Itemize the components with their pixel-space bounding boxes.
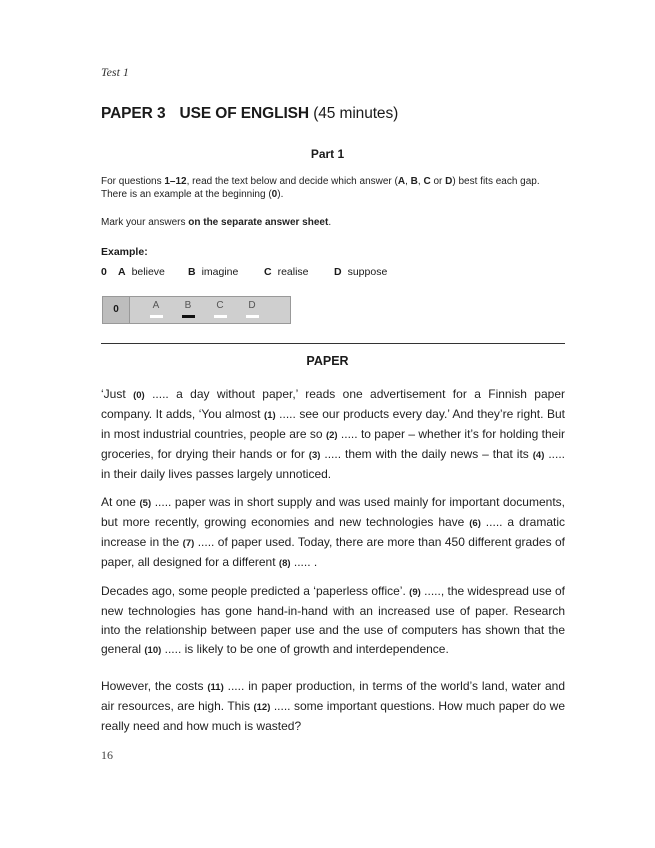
answer-box-letter-a: A [152, 300, 160, 311]
example-number: 0 [101, 266, 107, 278]
example-option-d: D suppose [334, 266, 388, 278]
answer-box-letter-d: D [248, 300, 256, 311]
paper-number: PAPER 3 [101, 105, 166, 122]
passage-paragraph-4: However, the costs (11) ..... in paper production, in terms of the world’s land, water and air resources, are high. This (12) ..... some important questions. How much paper do we really need and how much is wasted? [101, 679, 565, 733]
part-title: Part 1 [310, 147, 345, 161]
answer-box-mark-b [182, 315, 195, 318]
test-label: Test 1 [101, 65, 129, 79]
section-divider [101, 343, 565, 344]
instructions-text: For questions 1–12, read the text below and decide which answer (A, B, C or D) best fits each gap. There is an example at the beginning (0). [101, 176, 540, 200]
example-option-c: C realise [264, 266, 309, 278]
passage-paragraph-1: ‘Just (0) ..... a day without paper,’ reads one advertisement for a Finnish paper company. It adds, ‘You almost (1) ..... see our products every day.’ And they’re right. But in most industrial countries, people are so (2) ..... to paper – whether it’s for holding their groceries, for drying their hands or for (3) ..... them with the daily news – that its (4) ..... in their daily lives passes largely unnoticed. [101, 387, 566, 481]
passage-title: PAPER [306, 354, 349, 368]
mark-instructions: Mark your answers on the separate answer sheet. [101, 217, 332, 228]
page-number: 16 [101, 748, 113, 762]
paper-duration: (45 minutes) [313, 105, 399, 122]
passage-paragraph-3: Decades ago, some people predicted a ‘paperless office’. (9) ....., the widespread use of new technologies has gone hand-in-hand with an increased use of paper. Research into the relationship between paper use and the use of computers has shown that the general (10) ..... is likely to be one of growth and interdependence. [101, 584, 565, 656]
answer-box-mark-c [214, 315, 227, 318]
answer-box-letter-b: B [184, 300, 192, 311]
answer-box-mark-a [150, 315, 163, 318]
example-option-b: B imagine [188, 266, 239, 278]
example-option-a: A believe [118, 266, 165, 278]
answer-box-number: 0 [103, 297, 130, 323]
example-answer-box [102, 296, 291, 324]
paper-name: USE OF ENGLISH [179, 105, 309, 122]
answer-box-mark-d [246, 315, 259, 318]
example-label: Example: [101, 246, 148, 258]
paper-title [101, 105, 398, 123]
passage-paragraph-2: At one (5) ..... paper was in short supply and was used mainly for important documents, but more recently, growing economies and new technologies have (6) ..... a dramatic increase in the (7) ..... of paper used. Today, there are more than 450 different grades of paper, all designed for a different (8) ..... . [101, 495, 566, 569]
answer-box-letter-c: C [216, 300, 224, 311]
